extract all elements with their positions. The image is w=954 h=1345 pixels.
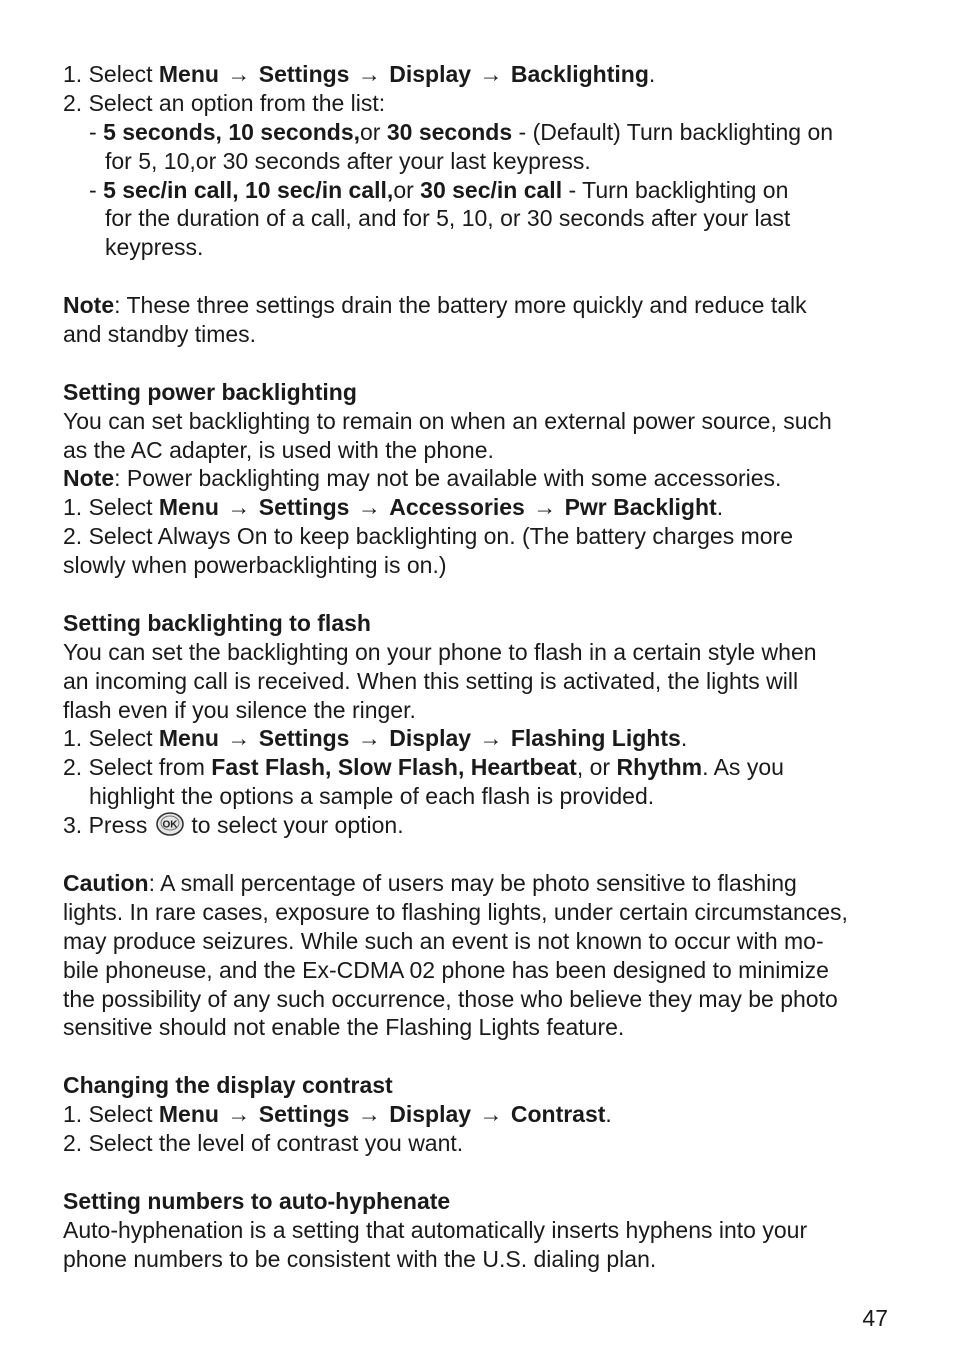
menu-path-pwr-backlight: Pwr Backlight [564,494,717,521]
arrow-icon: → [227,1101,251,1128]
caution-line [63,869,895,898]
caution-line: may produce seizures. While such an event is not known to occur with mo- [63,927,824,954]
option-label: 30 sec/in call [420,176,563,203]
menu-path-contrast: Contrast [510,1101,606,1128]
step-1-pwr-backlight [63,493,895,522]
paragraph: phone numbers to be consistent with the U.S. dialing plan. [63,1245,657,1272]
step-2-flash-styles [63,753,895,782]
step-2-always-on: 2. Select Always On to keep backlighting on. (The battery charges more [63,523,793,550]
page-number: 47 [862,1305,888,1331]
menu-path-flashing-lights: Flashing Lights [510,725,681,752]
period: . [716,494,724,521]
caution-line: the possibility of any such occurrence, those who believe they may be photo [63,985,838,1012]
step-text: 1. Select [63,725,159,752]
step-2-always-on-cont: slowly when powerbacklighting is on.) [63,552,447,579]
menu-path-menu: Menu [158,494,219,521]
paragraph: flash even if you silence the ringer. [63,696,416,723]
heading-auto-hyphenate [63,1187,895,1216]
arrow-icon: → [479,725,503,752]
arrow-icon: → [357,1101,381,1128]
step-text: 1. Select [63,494,159,521]
arrow-icon: → [357,494,381,521]
step-text: 1. Select [63,1101,159,1128]
caution-line: bile phoneuse, and the Ex-CDMA 02 phone has been designed to minimize [63,956,829,983]
arrow-icon: → [533,494,557,521]
note-text: : These three settings drain the battery more quickly and reduce talk [114,292,807,319]
option-sec-in-call-cont: keypress. [105,234,204,261]
option-description: - Turn backlighting on [562,176,789,203]
period: . [680,725,688,752]
step-1-flashing-lights [63,724,895,753]
bullet-dash: - [89,176,104,203]
paragraph: as the AC adapter, is used with the phone. [63,436,494,463]
heading-text: Setting numbers to auto-hyphenate [63,1187,451,1214]
step-text: 1. Select [63,61,159,87]
heading-backlighting-flash [63,609,895,638]
step-2-flash-styles-cont: highlight the options a sample of each flash is provided. [89,783,655,810]
option-seconds [63,118,895,147]
step-text: 2. Select from [63,754,212,781]
option-label: 5 seconds, 10 seconds, [103,118,361,145]
arrow-icon: → [479,1101,503,1128]
caution-line: sensitive should not enable the Flashing Lights feature. [63,1014,625,1041]
note-power [63,464,895,493]
note-text: : Power backlighting may not be available with some accessories. [114,465,782,492]
paragraph: an incoming call is received. When this setting is activated, the lights will [63,667,799,694]
caution-line: lights. In rare cases, exposure to flashing lights, under certain circumstances, [63,898,848,925]
bullet-dash: - [89,118,104,145]
arrow-icon: → [357,61,381,87]
flash-style-rhythm: Rhythm [616,754,703,781]
arrow-icon: → [357,725,381,752]
menu-path-settings: Settings [258,725,350,752]
step-3-press-ok [63,811,895,840]
note-battery-cont: and standby times. [63,321,257,348]
note-battery [63,291,895,320]
heading-display-contrast [63,1071,895,1100]
page-body [63,60,895,1273]
ok-key-icon [155,811,185,837]
option-sec-in-call-cont: for the duration of a call, and for 5, 10, or 30 seconds after your last [105,205,791,232]
period: . [648,61,656,87]
option-label: 5 sec/in call, 10 sec/in call, [103,176,394,203]
arrow-icon: → [227,725,251,752]
option-description: - (Default) Turn backlighting on [512,118,834,145]
arrow-icon: → [227,494,251,521]
step-text: 3. Press [63,812,148,839]
arrow-icon: → [227,61,251,87]
menu-path-display: Display [389,725,472,752]
step-text: , or [576,754,617,781]
step-text: . As you [702,754,784,781]
menu-path-settings: Settings [258,1101,350,1128]
option-text: or [360,118,387,145]
option-label: 30 seconds [386,118,513,145]
menu-path-settings: Settings [258,61,350,87]
step-2-select-option: 2. Select an option from the list: [63,89,386,116]
caution-text: : A small percentage of users may be photo sensitive to flashing [148,869,797,896]
menu-path-menu: Menu [158,725,219,752]
heading-text: Changing the display contrast [63,1072,393,1099]
menu-path-display: Display [389,1101,472,1128]
heading-text: Setting power backlighting [63,378,357,405]
svg-text:OK: OK [162,819,178,831]
heading-text: Setting backlighting to flash [63,609,371,636]
paragraph: Auto-hyphenation is a setting that automatically inserts hyphens into your [63,1216,808,1243]
option-sec-in-call [63,176,895,205]
flash-style-options: Fast Flash, Slow Flash, Heartbeat [211,754,577,781]
option-seconds-cont: for 5, 10,or 30 seconds after your last keypress. [105,147,591,174]
period: . [605,1101,612,1128]
step-1-backlighting [63,60,895,89]
menu-path-menu: Menu [158,61,219,87]
menu-path-accessories: Accessories [389,494,525,521]
paragraph: You can set the backlighting on your phone to flash in a certain style when [63,638,817,665]
menu-path-settings: Settings [258,494,350,521]
option-text: or [393,176,421,203]
menu-path-display: Display [389,61,472,87]
note-label: Note [63,465,115,492]
menu-path-backlighting: Backlighting [510,61,649,87]
caution-label: Caution [63,869,149,896]
note-label: Note [63,292,115,319]
arrow-icon: → [479,61,503,87]
menu-path-menu: Menu [158,1101,219,1128]
step-text: to select your option. [191,812,404,839]
step-1-contrast [63,1100,895,1129]
step-2-contrast-level: 2. Select the level of contrast you want. [63,1129,464,1156]
heading-power-backlighting [63,378,895,407]
paragraph: You can set backlighting to remain on when an external power source, such [63,407,832,434]
